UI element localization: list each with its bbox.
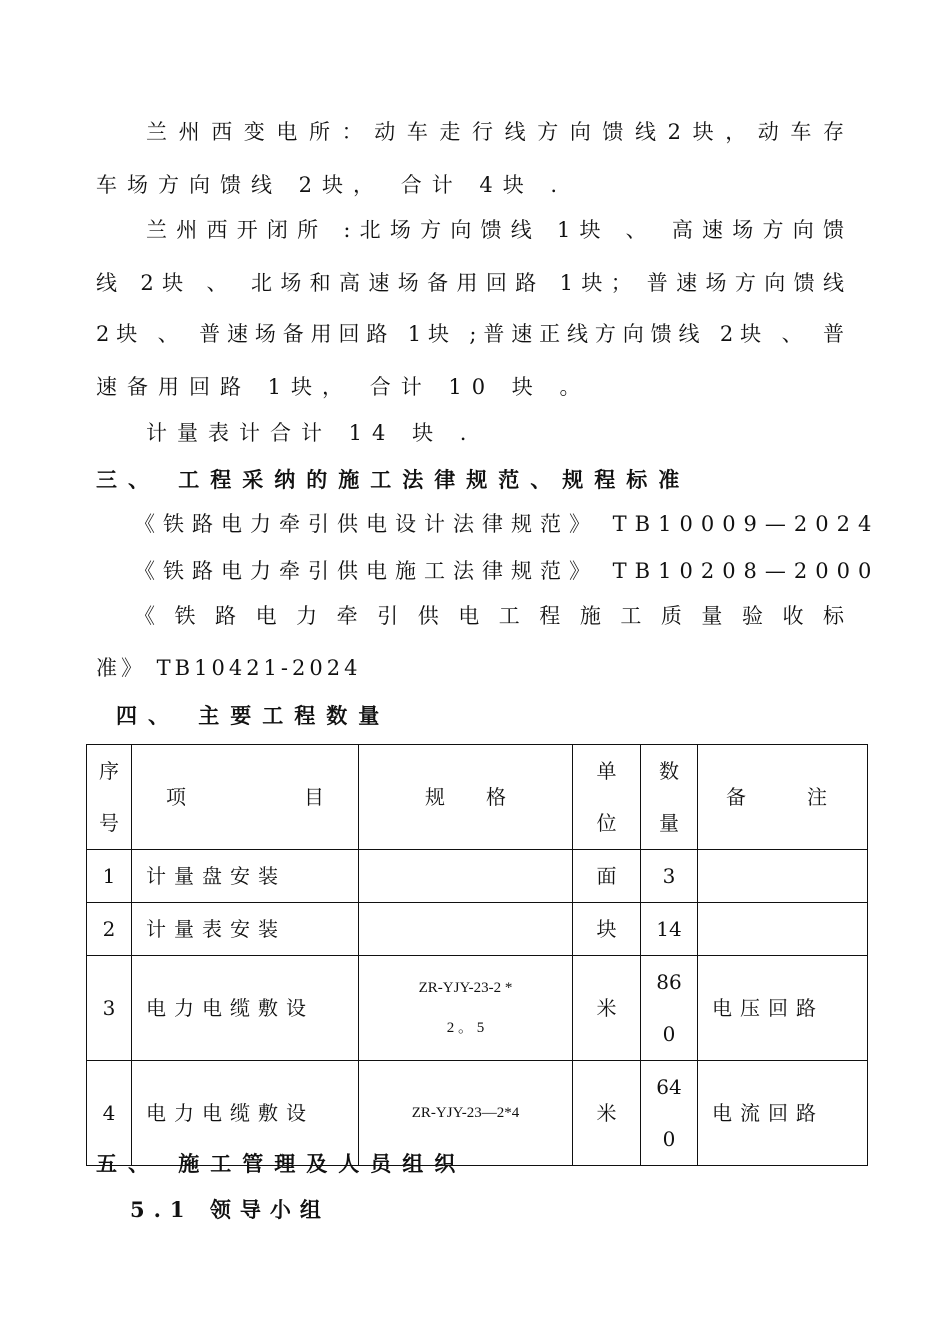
header-no: 序 号 <box>87 745 132 850</box>
cell-note <box>698 903 868 956</box>
table-row <box>87 956 868 1061</box>
header-unit: 单 位 <box>573 745 641 850</box>
cell-unit: 块 <box>573 903 641 956</box>
paragraph-line: 计量表计合计 14 块 . <box>146 421 477 445</box>
cell-spec: ZR-YJY-23-2 * 2 。 5 <box>359 956 573 1061</box>
cell-item: 计量盘安装 <box>132 850 359 903</box>
cell-qty: 14 <box>641 903 698 956</box>
paragraph-line: 线 2块 、 北场和高速场备用回路 1块； 普速场方向馈线 <box>96 271 844 295</box>
section-heading: 五、 施工管理及人员组织 <box>96 1151 467 1176</box>
cell-no: 4 <box>87 1061 132 1166</box>
cell-qty: 86 0 <box>641 956 698 1061</box>
cell-note: 电流回路 <box>698 1061 868 1166</box>
cell-no: 1 <box>87 850 132 903</box>
header-note: 备 注 <box>698 745 868 850</box>
quantity-table <box>86 744 868 1166</box>
standard-item: 《铁路电力牵引供电工程施工质量验收标 <box>134 604 844 628</box>
table-row <box>87 903 868 956</box>
cell-unit: 面 <box>573 850 641 903</box>
section-heading: 三、 工程采纳的施工法律规范、规程标准 <box>96 467 691 492</box>
cell-item: 电力电缆敷设 <box>132 1061 359 1166</box>
cell-qty: 64 0 <box>641 1061 698 1166</box>
table-header-row <box>87 745 868 850</box>
cell-spec: ZR-YJY-23—2*4 <box>359 1061 573 1166</box>
cell-spec <box>359 850 573 903</box>
standard-item: 《铁路电力牵引供电施工法律规范》 TB10208—2000 <box>134 559 880 583</box>
cell-no: 3 <box>87 956 132 1061</box>
cell-no: 2 <box>87 903 132 956</box>
cell-item: 电力电缆敷设 <box>132 956 359 1061</box>
paragraph-line: 车场方向馈线 2块， 合计 4块 . <box>96 173 568 197</box>
cell-item: 计量表安装 <box>132 903 359 956</box>
header-qty: 数 量 <box>641 745 698 850</box>
cell-note: 电压回路 <box>698 956 868 1061</box>
standard-item: 准》 TB10421-2024 <box>96 656 362 680</box>
table-row <box>87 850 868 903</box>
paragraph-line: 兰州西变电所：动车走行线方向馈线2块，动车存 <box>146 120 844 144</box>
cell-unit: 米 <box>573 1061 641 1166</box>
cell-note <box>698 850 868 903</box>
standard-item: 《铁路电力牵引供电设计法律规范》 TB10009—2024 <box>134 512 880 536</box>
header-item: 项 目 <box>132 745 359 850</box>
header-spec: 规 格 <box>359 745 573 850</box>
paragraph-line: 兰州西开闭所 :北场方向馈线 1块 、 高速场方向馈 <box>146 218 844 242</box>
paragraph-line: 速备用回路 1块， 合计 10 块 。 <box>96 375 591 399</box>
table-row <box>87 1061 868 1166</box>
paragraph-line: 2块 、 普速场备用回路 1块 ;普速正线方向馈线 2块 、 普 <box>96 322 844 346</box>
cell-spec <box>359 903 573 956</box>
subsection-heading: 5.1 领导小组 <box>130 1197 330 1222</box>
cell-qty: 3 <box>641 850 698 903</box>
section-heading: 四、 主要工程数量 <box>116 703 391 728</box>
cell-unit: 米 <box>573 956 641 1061</box>
